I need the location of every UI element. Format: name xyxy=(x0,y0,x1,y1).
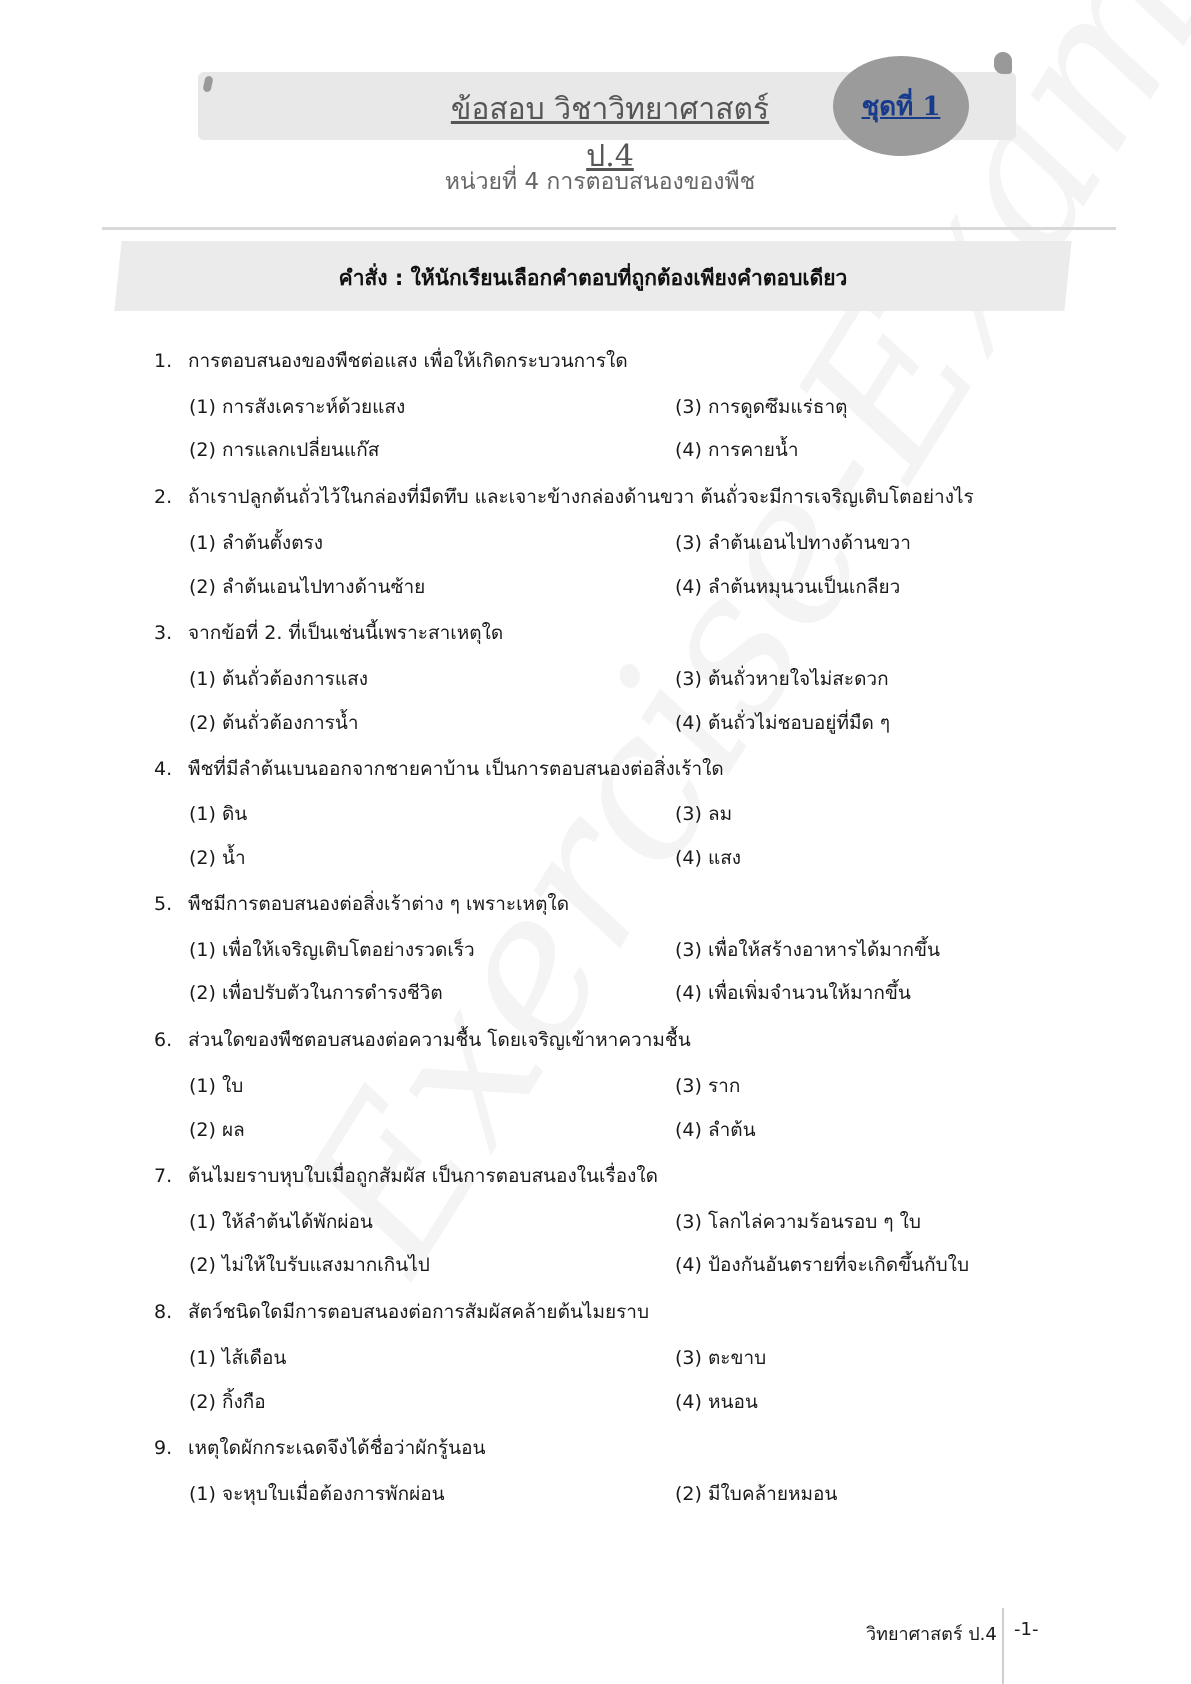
option-8-2: (2) กิ้งกือ xyxy=(189,1391,266,1413)
banner-quote-mark-right xyxy=(994,52,1012,74)
question-5 xyxy=(154,889,569,919)
question-number: 3. xyxy=(154,622,173,644)
option-9-2: (2) มีใบคล้ายหมอน xyxy=(675,1483,838,1505)
option-7-2: (2) ไม่ให้ใบรับแสงมากเกินไป xyxy=(189,1254,430,1276)
instruction-text: คำสั่ง : ให้นักเรียนเลือกคำตอบที่ถูกต้องเพียงคำตอบเดียว xyxy=(338,266,848,290)
option-5-1: (1) เพื่อให้เจริญเติบโตอย่างรวดเร็ว xyxy=(189,939,475,961)
option-4-3: (3) ลม xyxy=(675,803,733,825)
option-6-1: (1) ใบ xyxy=(189,1075,244,1097)
option-3-3: (3) ต้นถั่วหายใจไม่สะดวก xyxy=(675,668,889,690)
question-number: 6. xyxy=(154,1029,173,1051)
question-7 xyxy=(154,1161,658,1191)
unit-title: หน่วยที่ 4 การตอบสนองของพืช xyxy=(444,169,756,195)
option-3-2: (2) ต้นถั่วต้องการน้ำ xyxy=(189,712,359,734)
option-7-4: (4) ป้องกันอันตรายที่จะเกิดขึ้นกับใบ xyxy=(675,1254,970,1276)
question-text: จากข้อที่ 2. ที่เป็นเช่นนี้เพราะสาเหตุใด xyxy=(188,622,504,644)
question-text: สัตว์ชนิดใดมีการตอบสนองต่อการสัมผัสคล้ายต้นไมยราบ xyxy=(188,1301,650,1323)
option-1-3: (3) การดูดซึมแร่ธาตุ xyxy=(675,396,848,418)
question-9 xyxy=(154,1433,485,1463)
question-text: ต้นไมยราบหุบใบเมื่อถูกสัมผัส เป็นการตอบสนองในเรื่องใด xyxy=(188,1165,658,1187)
question-number: 4. xyxy=(154,758,173,780)
option-5-2: (2) เพื่อปรับตัวในการดำรงชีวิต xyxy=(189,982,443,1004)
question-8 xyxy=(154,1297,649,1327)
option-1-1: (1) การสังเคราะห์ด้วยแสง xyxy=(189,396,406,418)
option-6-4: (4) ลำต้น xyxy=(675,1119,756,1141)
option-9-1: (1) จะหุบใบเมื่อต้องการพักผ่อน xyxy=(189,1483,445,1505)
question-number: 8. xyxy=(154,1301,173,1323)
option-1-4: (4) การคายน้ำ xyxy=(675,439,799,461)
set-label: ชุดที่ 1 xyxy=(861,91,941,122)
option-1-2: (2) การแลกเปลี่ยนแก๊ส xyxy=(189,439,380,461)
question-text: พืชมีการตอบสนองต่อสิ่งเร้าต่าง ๆ เพราะเหตุใด xyxy=(188,893,570,915)
header-divider xyxy=(102,227,1116,230)
question-text: พืชที่มีลำต้นเบนออกจากชายคาบ้าน เป็นการตอบสนองต่อสิ่งเร้าใด xyxy=(188,758,724,780)
question-text: ถ้าเราปลูกต้นถั่วไว้ในกล่องที่มืดทึบ และเจาะข้างกล่องด้านขวา ต้นถั่วจะมีการเจริญเติบโตอย่างไร xyxy=(188,486,974,508)
option-6-2: (2) ผล xyxy=(189,1119,245,1141)
option-8-4: (4) หนอน xyxy=(675,1391,758,1413)
option-5-4: (4) เพื่อเพิ่มจำนวนให้มากขึ้น xyxy=(675,982,911,1004)
option-2-3: (3) ลำต้นเอนไปทางด้านขวา xyxy=(675,532,911,554)
question-text: ส่วนใดของพืชตอบสนองต่อความชื้น โดยเจริญเข้าหาความชื้น xyxy=(188,1029,691,1051)
footer-subject: วิทยาศาสตร์ ป.4 xyxy=(866,1624,997,1645)
question-number: 5. xyxy=(154,893,173,915)
option-2-1: (1) ลำต้นตั้งตรง xyxy=(189,532,324,554)
question-3 xyxy=(154,618,503,648)
option-3-1: (1) ต้นถั่วต้องการแสง xyxy=(189,668,368,690)
question-number: 9. xyxy=(154,1437,173,1459)
question-6 xyxy=(154,1025,691,1055)
option-4-1: (1) ดิน xyxy=(189,803,248,825)
question-number: 2. xyxy=(154,486,173,508)
option-5-3: (3) เพื่อให้สร้างอาหารได้มากขึ้น xyxy=(675,939,940,961)
option-6-3: (3) ราก xyxy=(675,1075,741,1097)
question-text: เหตุใดผักกระเฉดจึงได้ชื่อว่าผักรู้นอน xyxy=(188,1437,486,1459)
question-number: 1. xyxy=(154,350,173,372)
question-2 xyxy=(154,482,974,512)
option-4-4: (4) แสง xyxy=(675,847,742,869)
page-number: -1- xyxy=(1014,1619,1039,1640)
set-badge xyxy=(833,56,969,156)
banner-quote-mark-left xyxy=(202,75,213,92)
option-7-3: (3) โลกไล่ความร้อนรอบ ๆ ใบ xyxy=(675,1211,921,1233)
footer-divider xyxy=(1002,1608,1004,1684)
option-8-1: (1) ไส้เดือน xyxy=(189,1347,287,1369)
question-number: 7. xyxy=(154,1165,173,1187)
question-4 xyxy=(154,754,724,784)
question-text: การตอบสนองของพืชต่อแสง เพื่อให้เกิดกระบวนการใด xyxy=(188,350,628,372)
option-7-1: (1) ให้ลำต้นได้พักผ่อน xyxy=(189,1211,373,1233)
option-2-4: (4) ลำต้นหมุนวนเป็นเกลียว xyxy=(675,576,901,598)
option-4-2: (2) น้ำ xyxy=(189,847,246,869)
option-2-2: (2) ลำต้นเอนไปทางด้านซ้าย xyxy=(189,576,426,598)
exam-title: ข้อสอบ วิชาวิทยาศาสตร์ ป.4 xyxy=(450,92,770,174)
option-3-4: (4) ต้นถั่วไม่ชอบอยู่ที่มืด ๆ xyxy=(675,712,891,734)
question-1 xyxy=(154,346,628,376)
option-8-3: (3) ตะขาบ xyxy=(675,1347,767,1369)
